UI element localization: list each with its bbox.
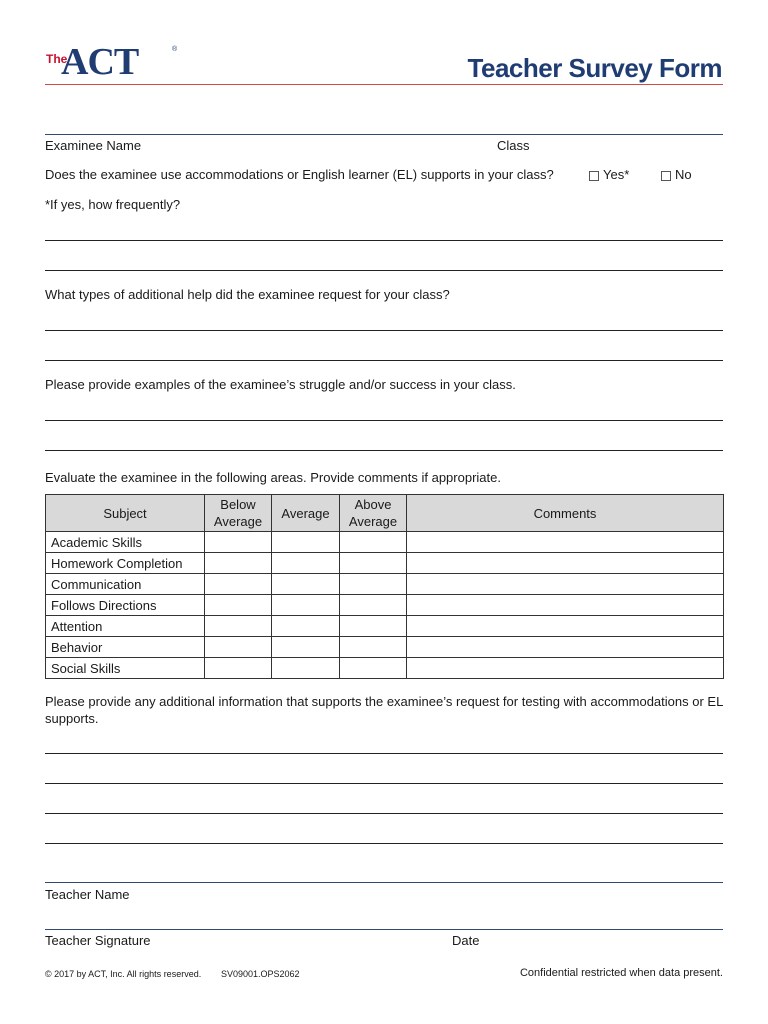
examples-line-1[interactable]: [45, 420, 723, 421]
below-average-cell[interactable]: [205, 616, 272, 637]
frequency-line-2[interactable]: [45, 270, 723, 271]
frequency-line-1[interactable]: [45, 240, 723, 241]
table-row: [46, 658, 724, 679]
examinee-name-line[interactable]: [45, 134, 723, 135]
no-label: No: [675, 167, 692, 182]
header-divider: [45, 84, 723, 85]
help-line-2[interactable]: [45, 360, 723, 361]
examples-question: Please provide examples of the examinee’s struggle and/or success in your class.: [45, 377, 516, 392]
above-average-cell[interactable]: [340, 616, 407, 637]
yes-checkbox[interactable]: [589, 171, 599, 181]
average-cell[interactable]: [272, 616, 340, 637]
comments-cell[interactable]: [407, 616, 724, 637]
below-average-header: [205, 495, 272, 532]
subject-header: Subject: [46, 495, 205, 532]
form-code: SV09001.OPS2062: [221, 969, 300, 979]
below-header-line1: Below: [220, 497, 256, 512]
average-cell[interactable]: [272, 658, 340, 679]
table-row: [46, 595, 724, 616]
table-row: [46, 616, 724, 637]
above-average-header: [340, 495, 407, 532]
act-logo: ACT: [61, 41, 139, 83]
examples-line-2[interactable]: [45, 450, 723, 451]
below-average-cell[interactable]: [205, 574, 272, 595]
average-cell[interactable]: [272, 574, 340, 595]
below-header-line2: Average: [213, 514, 263, 529]
date-label: Date: [452, 933, 480, 948]
yes-option[interactable]: [589, 167, 629, 182]
evaluation-table: [45, 494, 724, 679]
table-row: [46, 532, 724, 553]
comments-cell[interactable]: [407, 553, 724, 574]
subject-cell: Homework Completion: [46, 553, 205, 574]
table-header-row: [46, 495, 724, 532]
average-cell[interactable]: [272, 595, 340, 616]
above-average-cell[interactable]: [340, 574, 407, 595]
yes-label: Yes*: [603, 167, 630, 182]
above-header-line1: Above: [354, 497, 392, 512]
comments-cell[interactable]: [407, 574, 724, 595]
subject-cell: Social Skills: [46, 658, 205, 679]
subject-cell: Academic Skills: [46, 532, 205, 553]
help-line-1[interactable]: [45, 330, 723, 331]
no-option[interactable]: [661, 167, 692, 182]
subject-cell: Behavior: [46, 637, 205, 658]
teacher-name-line[interactable]: [45, 882, 723, 883]
comments-cell[interactable]: [407, 532, 724, 553]
teacher-signature-label: Teacher Signature: [45, 933, 151, 948]
teacher-signature-line[interactable]: [45, 929, 723, 930]
comments-cell[interactable]: [407, 637, 724, 658]
subject-cell: Follows Directions: [46, 595, 205, 616]
above-average-cell[interactable]: [340, 532, 407, 553]
below-average-cell[interactable]: [205, 658, 272, 679]
confidential-notice: Confidential restricted when data present.: [519, 967, 723, 979]
subject-cell: Communication: [46, 574, 205, 595]
below-average-cell[interactable]: [205, 595, 272, 616]
additional-line-3[interactable]: [45, 813, 723, 814]
copyright-text: © 2017 by ACT, Inc. All rights reserved.: [45, 969, 202, 979]
subject-cell: Attention: [46, 616, 205, 637]
comments-header: Comments: [407, 495, 724, 532]
additional-info-question: Please provide any additional information that supports the examinee’s request for testing with accommodations or EL supports.: [45, 694, 723, 726]
no-checkbox[interactable]: [661, 171, 671, 181]
average-cell[interactable]: [272, 553, 340, 574]
table-row: [46, 637, 724, 658]
class-label: Class: [497, 138, 530, 153]
average-cell[interactable]: [272, 637, 340, 658]
comments-cell[interactable]: [407, 595, 724, 616]
additional-line-4[interactable]: [45, 843, 723, 844]
evaluate-intro: Evaluate the examinee in the following areas. Provide comments if appropriate.: [45, 470, 501, 485]
registered-mark: ®: [172, 46, 178, 53]
below-average-cell[interactable]: [205, 532, 272, 553]
above-average-cell[interactable]: [340, 595, 407, 616]
table-row: [46, 553, 724, 574]
accommodations-question: Does the examinee use accommodations or English learner (EL) supports in your class?: [45, 167, 554, 182]
teacher-name-label: Teacher Name: [45, 887, 130, 902]
above-average-cell[interactable]: [340, 637, 407, 658]
additional-line-1[interactable]: [45, 753, 723, 754]
help-question: What types of additional help did the examinee request for your class?: [45, 287, 450, 302]
average-cell[interactable]: [272, 532, 340, 553]
below-average-cell[interactable]: [205, 637, 272, 658]
table-row: [46, 574, 724, 595]
page-title: Teacher Survey Form: [467, 53, 722, 83]
examinee-name-label: Examinee Name: [45, 138, 142, 153]
logo-the-text: The: [46, 52, 68, 66]
frequency-label: *If yes, how frequently?: [45, 197, 181, 212]
below-average-cell[interactable]: [205, 553, 272, 574]
comments-cell[interactable]: [407, 658, 724, 679]
above-header-line2: Average: [348, 514, 398, 529]
additional-line-2[interactable]: [45, 783, 723, 784]
above-average-cell[interactable]: [340, 658, 407, 679]
above-average-cell[interactable]: [340, 553, 407, 574]
average-header: Average: [272, 495, 340, 532]
